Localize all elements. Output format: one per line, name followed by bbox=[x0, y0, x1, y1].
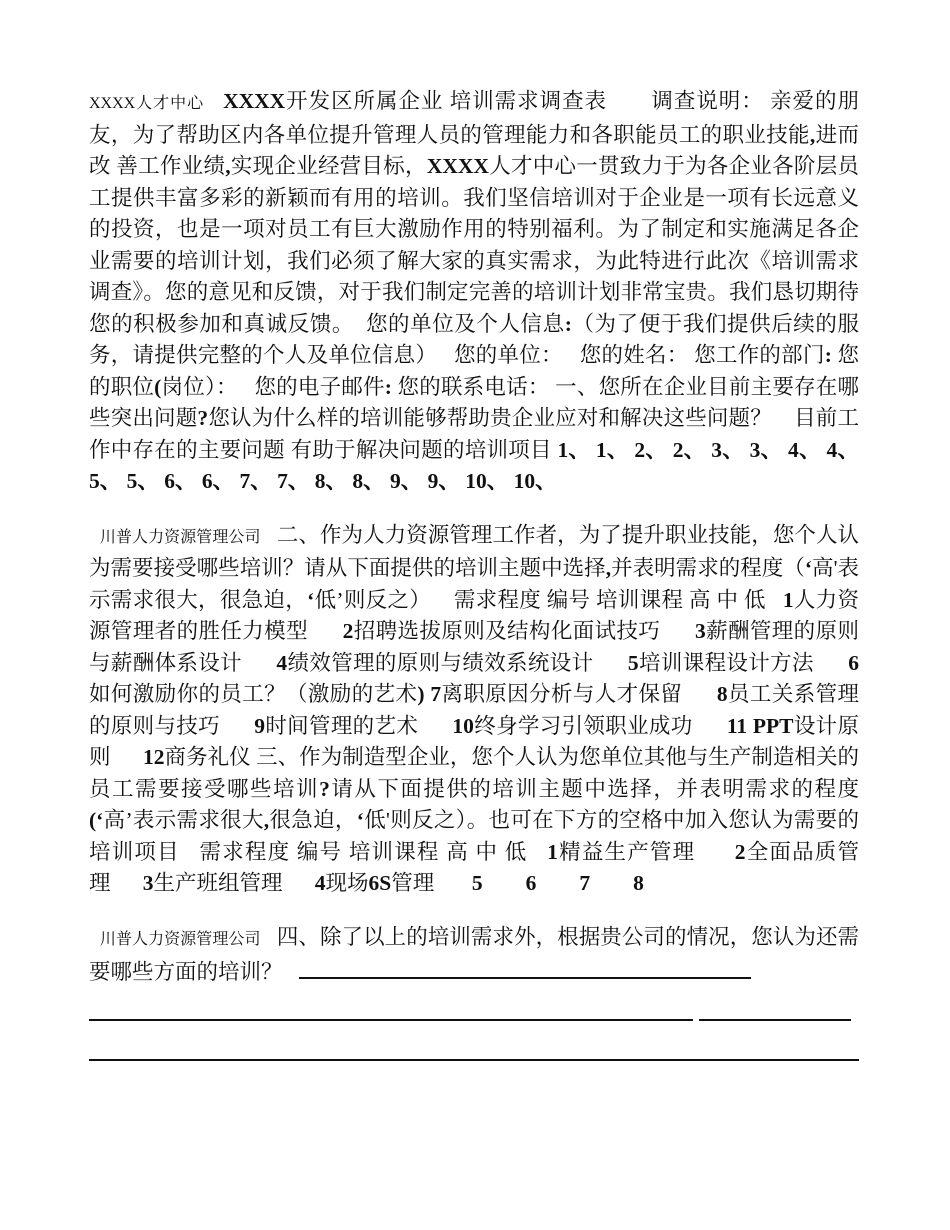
question-3: 三、作为制造型企业，您个人认为您单位其他与生产制造相关的员工需要接受哪些培训 bbox=[89, 745, 859, 801]
course-number: 5 bbox=[627, 650, 639, 675]
field-position[interactable]: 您的职位 bbox=[89, 343, 860, 399]
document-page bbox=[89, 86, 859, 1059]
course-item[interactable]: 人力资源管理者的胜任力模型 bbox=[89, 587, 859, 643]
answer-line[interactable] bbox=[699, 999, 851, 1021]
intro-comma: , bbox=[225, 154, 231, 178]
course-item[interactable]: 员工关系管理的原则与技巧 bbox=[89, 682, 859, 738]
course-item[interactable]: 离职原因分析与人才保留 bbox=[441, 682, 683, 706]
comma: , bbox=[263, 808, 270, 832]
table-headers: 需求程度 编号 培训课程 高 中 低 bbox=[199, 839, 528, 864]
question-2: 二、作为人力资源管理工作者，为了提升职业技能，您个人认为需要接受哪些培训？请从下面提供的培训主题中选择 bbox=[89, 522, 860, 580]
course-number: 7 bbox=[430, 682, 442, 706]
field-position-rest: 岗位）： bbox=[161, 374, 238, 399]
intro-text: 亲爱的朋友，为了帮助区内各单位提升管理人员的管理能力和各职能员工的职业技能 bbox=[89, 89, 859, 147]
intro-org: XXXX bbox=[426, 154, 489, 178]
answer-row bbox=[89, 999, 859, 1021]
answer-numbers[interactable]: 1、 1、 2、 2、 3、 3、 4、 4、 5、 5、 6、 6、 7、 7、 8、 8、 9、 9、 10、 10、 bbox=[89, 437, 859, 493]
field-email[interactable]: 您的电子邮件 bbox=[254, 374, 385, 399]
course-number: 1 bbox=[782, 587, 794, 612]
question-3-cont: 低'则反之）。也可在下方的空格中加入您认为需要的培训项目 bbox=[89, 808, 859, 864]
intro-label: 调查说明： bbox=[651, 89, 764, 113]
colon: : bbox=[384, 374, 392, 399]
course-number: 9 bbox=[254, 713, 265, 738]
answer-line[interactable] bbox=[299, 955, 751, 979]
question-mark: ? bbox=[319, 776, 330, 801]
blank-item[interactable]: 8 bbox=[633, 871, 644, 895]
course-number: 3 bbox=[142, 871, 154, 895]
question-3-cont: 高’表示需求很大 bbox=[103, 808, 264, 832]
spacer bbox=[89, 498, 859, 520]
course-item[interactable]: 商务礼仪 bbox=[164, 745, 251, 769]
course-number: 12 bbox=[143, 745, 165, 769]
course-number: 4 bbox=[314, 871, 326, 895]
quote: ‘ bbox=[804, 556, 813, 580]
intro-text: 人才中心一贯致力于为各企业各阶层员工提供丰富多彩的新颖而有用的培训。我们坚信培训对于企业是一项有长远意义的投资，也是一项对员工有巨大激励作用的特别福利。为了制定和实施满足各企业需要的培训计划，我们必须了解大家的真实需求，为此特进行此次《培训需求调查》。您的意见和反馈，对于我们制定完善的培训计划非常宝贵。我们恳切期待您的积极参加和真诚反馈。 bbox=[89, 154, 859, 336]
question-mark: ? bbox=[197, 406, 209, 430]
section-2 bbox=[89, 520, 859, 900]
question-4: 四、除了以上的培训需求外，根据贵公司的情况，您认为还需要哪些方面的培训？ bbox=[89, 924, 860, 984]
course-item[interactable]: 如何激励你的员工？（激励的艺术 bbox=[89, 682, 418, 706]
answer-row bbox=[89, 1037, 859, 1059]
course-number: 2 bbox=[342, 619, 354, 643]
course-number: 3 bbox=[694, 619, 706, 643]
info-colon: : bbox=[564, 311, 572, 336]
intro-text: 进而改 善工作业绩 bbox=[89, 122, 859, 178]
course-item[interactable]: 终身学习引领职业成功 bbox=[473, 713, 693, 738]
info-note: （为了便于我们提供后续的服务，请提供完整的个人及单位信息） bbox=[89, 311, 859, 367]
table-headers: 需求程度 编号 培训课程 高 中 低 bbox=[453, 587, 766, 612]
section-4 bbox=[89, 922, 859, 989]
column-problems: 目前工作中存在的主要问题 bbox=[89, 406, 859, 462]
answer-line[interactable] bbox=[89, 999, 693, 1021]
intro-comma: , bbox=[809, 122, 816, 147]
course-item[interactable]: 设计原则 bbox=[89, 713, 859, 769]
course-item[interactable]: 全面品质管理 bbox=[89, 839, 859, 895]
question-2-cont: 低’则反之） bbox=[314, 587, 432, 612]
blank-item[interactable]: 7 bbox=[579, 871, 591, 895]
course-number: 8 bbox=[716, 682, 728, 706]
intro-text: 实现企业经营目标， bbox=[230, 154, 427, 178]
course-number: 10 bbox=[452, 713, 474, 738]
company-name: 川普人力资源管理公司 bbox=[99, 528, 261, 546]
course-number: 4 bbox=[276, 650, 288, 675]
column-training: 有助于解决问题的培训项目 bbox=[290, 437, 552, 462]
course-number: 2 bbox=[734, 839, 746, 864]
course-number: 11 bbox=[726, 713, 748, 738]
paren: ) bbox=[417, 682, 425, 706]
course-ppt: PPT bbox=[752, 713, 794, 738]
field-dept[interactable]: 您工作的部门 bbox=[694, 343, 825, 367]
question-2-cont: 并表明需求的程度（ bbox=[611, 556, 805, 580]
course-item[interactable]: 薪酬管理的原则与薪酬体系设计 bbox=[89, 619, 859, 675]
field-name[interactable]: 您的姓名： bbox=[579, 343, 689, 367]
course-number: 1 bbox=[547, 839, 558, 864]
info-label: 您的单位及个人信息 bbox=[365, 311, 565, 336]
course-item[interactable]: 现场 bbox=[325, 871, 369, 895]
question-3-cont: 请从下面提供的培训主题中选择，并表明需求的程度 bbox=[329, 776, 859, 801]
course-item[interactable]: 时间管理的艺术 bbox=[265, 713, 419, 738]
paren: ( bbox=[154, 374, 162, 399]
course-item[interactable]: 招聘选拔原则及结构化面试技巧 bbox=[353, 619, 661, 643]
question-1-cont: 您认为什么样的培训能够帮助贵企业应对和解决这些问题？ bbox=[208, 406, 772, 430]
spacer bbox=[89, 900, 859, 922]
question-1: 一、您所在企业目前主要存在哪些突出问题 bbox=[89, 374, 859, 430]
intro-paragraph bbox=[89, 86, 859, 498]
course-item[interactable]: 管理 bbox=[391, 871, 435, 895]
course-number: 6 bbox=[848, 650, 859, 675]
quote: (‘ bbox=[89, 808, 104, 832]
blank-item[interactable]: 5 bbox=[471, 871, 483, 895]
course-item[interactable]: 精益生产管理 bbox=[557, 839, 696, 864]
colon: : bbox=[824, 343, 832, 367]
comma: , bbox=[605, 556, 612, 580]
center-name: XXXX人才中心 bbox=[89, 95, 205, 112]
course-item[interactable]: 绩效管理的原则与绩效系统设计 bbox=[287, 650, 594, 675]
question-3-cont: 很急迫， bbox=[269, 808, 357, 832]
course-6s: 6S bbox=[368, 871, 392, 895]
field-phone[interactable]: 您的联系电话： bbox=[397, 374, 550, 399]
question-2-cont: 高'表示需求很大，很急迫， bbox=[89, 556, 859, 612]
course-item[interactable]: 培训课程设计方法 bbox=[638, 650, 814, 675]
document-title: 开发区所属企业 培训需求调查表 bbox=[285, 89, 608, 113]
course-item[interactable]: 生产班组管理 bbox=[153, 871, 283, 895]
blank-item[interactable]: 6 bbox=[525, 871, 537, 895]
quote: ‘ bbox=[307, 587, 315, 612]
quote: ‘ bbox=[356, 808, 364, 832]
answer-line[interactable] bbox=[89, 1037, 859, 1061]
field-unit[interactable]: 您的单位： bbox=[454, 343, 563, 367]
org-name: XXXX bbox=[223, 89, 286, 113]
company-name: 川普人力资源管理公司 bbox=[99, 930, 261, 948]
